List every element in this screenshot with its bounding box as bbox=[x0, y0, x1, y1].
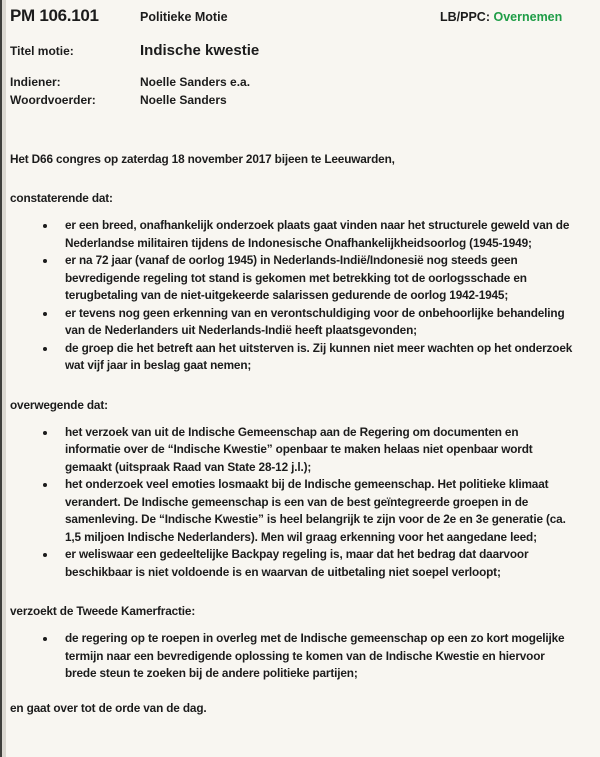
motion-meta bbox=[10, 42, 576, 109]
indiener-row bbox=[10, 73, 576, 91]
bullet-list bbox=[10, 630, 576, 683]
advice-status bbox=[440, 10, 576, 24]
bullet-list bbox=[10, 217, 576, 375]
section-verzoekt bbox=[10, 603, 576, 683]
motion-title: Indische kwestie bbox=[140, 42, 260, 59]
page-left-gutter bbox=[2, 0, 6, 757]
document-header bbox=[10, 6, 576, 26]
bullet-item: • er na 72 jaar (vanaf de oorlog 1945) in Nederlands-Indië/Indonesië nog steeds geen bevredigende regeling tot stand is gekomen met betrekking tot de oorlogsschade en terugbetaling van de niet-uitgekeerde salarissen gedurende de oorlog 1942-1945; bbox=[57, 252, 576, 305]
woordvoerder-row bbox=[10, 91, 576, 109]
woordvoerder-value: Noelle Sanders bbox=[140, 93, 227, 107]
bullet-item: • er weliswaar een gedeeltelijke Backpay regeling is, maar dat het bedrag dat daarvoor beschikbaar is niet voldoende is en waarvan de uitbetaling niet soepel verloopt; bbox=[57, 546, 576, 581]
bullet-item: • er een breed, onafhankelijk onderzoek plaats gaat vinden naar het structurele geweld van de Nederlandse militairen tijdens de Indonesische Onafhankelijkheidsoorlog (1945-1949; bbox=[57, 217, 576, 252]
woordvoerder-label: Woordvoerder: bbox=[10, 93, 96, 107]
motion-type: Politieke Motie bbox=[140, 10, 228, 24]
motion-code: PM 106.101 bbox=[10, 6, 99, 25]
section-heading: verzoekt de Tweede Kamerfractie: bbox=[10, 604, 196, 618]
advice-value: Overnemen bbox=[493, 10, 563, 24]
closing-paragraph: en gaat over tot de orde van de dag. bbox=[10, 700, 207, 715]
title-label: Titel motie: bbox=[10, 44, 74, 58]
advice-label: LB/PPC: bbox=[440, 10, 490, 24]
section-heading: constaterende dat: bbox=[10, 191, 113, 205]
section-overwegende bbox=[10, 397, 576, 582]
section-heading: overwegende dat: bbox=[10, 397, 108, 412]
bullet-item: • het verzoek van uit de Indische Gemeenschap aan de Regering om documenten en informatie over de “Indische Kwestie” openbaar te maken helaas niet openbaar wordt gemaakt (uitspraak Raad van State 28-12 j.l.); bbox=[57, 424, 576, 477]
title-row bbox=[10, 42, 576, 60]
indiener-value: Noelle Sanders e.a. bbox=[140, 75, 251, 89]
section-constaterende bbox=[10, 190, 576, 375]
bullet-item: • de regering op te roepen in overleg met de Indische gemeenschap op een zo kort mogelijke termijn naar een bevredigende oplossing te komen van de Indische Kwestie en hiervoor brede steun te zoeken bij de andere politieke partijen; bbox=[57, 630, 576, 683]
bullet-item: • de groep die het betreft aan het uitsterven is. Zij kunnen niet meer wachten op het onderzoek wat vijf jaar in beslag gaat nemen; bbox=[57, 340, 576, 375]
intro-paragraph: Het D66 congres op zaterdag 18 november 2017 bijeen te Leeuwarden, bbox=[10, 152, 395, 166]
indiener-label: Indiener: bbox=[10, 75, 61, 89]
bullet-list bbox=[10, 424, 576, 582]
bullet-item: • er tevens nog geen erkenning van en verontschuldiging voor de onbehoorlijke behandeling van de Nederlanders uit Nederlands-Indië heeft plaatsgevonden; bbox=[57, 305, 576, 340]
bullet-item: • het onderzoek veel emoties losmaakt bij de Indische gemeenschap. Het politieke klimaat verandert. De Indische gemeenschap is een van de best geïntegreerde groepen in de samenleving. De “Indische Kwestie” is heel belangrijk te zijn voor de 2e en 3e generatie (ca. 1,5 miljoen Indische Nederlanders). Men wil graag erkenning voor het aangedane leed; bbox=[57, 476, 576, 546]
